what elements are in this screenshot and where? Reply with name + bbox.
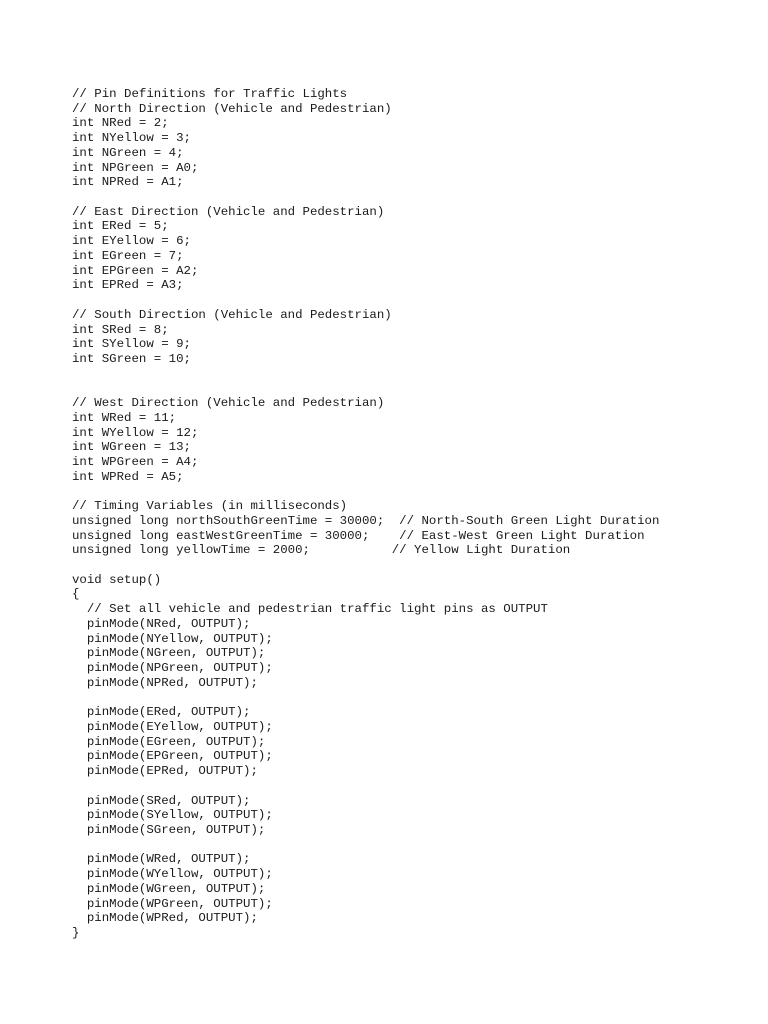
code-line: pinMode(SGreen, OUTPUT); (72, 822, 266, 837)
code-line: int ERed = 5; (72, 219, 169, 234)
code-line: // South Direction (Vehicle and Pedestrian) (72, 307, 392, 322)
code-line: // West Direction (Vehicle and Pedestrian) (72, 396, 385, 411)
code-line: int NPGreen = A0; (72, 160, 199, 175)
code-line: int NYellow = 3; (72, 131, 191, 146)
code-line: pinMode(WRed, OUTPUT); (72, 852, 251, 867)
code-line: // North Direction (Vehicle and Pedestrian) (72, 101, 392, 116)
code-line: int NPRed = A1; (72, 175, 184, 190)
code-line: pinMode(EPGreen, OUTPUT); (72, 749, 273, 764)
code-line (72, 690, 752, 705)
code-line (72, 293, 752, 308)
code-line: int SYellow = 9; (72, 337, 191, 352)
code-line: pinMode(WPRed, OUTPUT); (72, 911, 258, 926)
code-line: pinMode(NGreen, OUTPUT); (72, 646, 266, 661)
code-line (72, 367, 752, 382)
code-line: } (72, 925, 80, 940)
code-line: pinMode(ERed, OUTPUT); (72, 705, 251, 720)
code-line: // Pin Definitions for Traffic Lights (72, 87, 348, 101)
code-line: pinMode(EPRed, OUTPUT); (72, 764, 258, 779)
code-line: int EPGreen = A2; (72, 263, 199, 278)
code-line (72, 190, 752, 205)
code-line: pinMode(NPRed, OUTPUT); (72, 675, 258, 690)
code-line: unsigned long yellowTime = 2000; // Yellow Light Duration (72, 543, 571, 558)
code-line: int NGreen = 4; (72, 145, 184, 160)
code-line: unsigned long eastWestGreenTime = 30000; // East-West Green Light Duration (72, 528, 645, 543)
code-line: pinMode(WYellow, OUTPUT); (72, 867, 273, 882)
code-line: int WGreen = 13; (72, 440, 191, 455)
code-line: pinMode(NRed, OUTPUT); (72, 616, 251, 631)
code-line: pinMode(EYellow, OUTPUT); (72, 719, 273, 734)
code-block (72, 87, 752, 941)
code-line: pinMode(SYellow, OUTPUT); (72, 808, 273, 823)
code-line: pinMode(NPGreen, OUTPUT); (72, 661, 273, 676)
code-line: // Set all vehicle and pedestrian traffic light pins as OUTPUT (72, 602, 548, 617)
code-line: { (72, 587, 80, 602)
code-line: int NRed = 2; (72, 116, 169, 131)
code-line (72, 779, 752, 794)
code-line: int SRed = 8; (72, 322, 169, 337)
code-line: pinMode(NYellow, OUTPUT); (72, 631, 273, 646)
code-line: pinMode(EGreen, OUTPUT); (72, 734, 266, 749)
code-line: pinMode(WGreen, OUTPUT); (72, 881, 266, 896)
code-line: int WPGreen = A4; (72, 454, 199, 469)
code-line: // Timing Variables (in milliseconds) (72, 499, 348, 514)
code-line: int WRed = 11; (72, 410, 177, 425)
code-line: int EPRed = A3; (72, 278, 184, 293)
code-line: int WPRed = A5; (72, 469, 184, 484)
code-line (72, 558, 752, 573)
code-line (72, 484, 752, 499)
code-line: int EYellow = 6; (72, 234, 191, 249)
code-line: pinMode(WPGreen, OUTPUT); (72, 896, 273, 911)
code-line: int SGreen = 10; (72, 351, 191, 366)
code-line: // East Direction (Vehicle and Pedestrian) (72, 204, 385, 219)
code-line: pinMode(SRed, OUTPUT); (72, 793, 251, 808)
code-line: int WYellow = 12; (72, 425, 199, 440)
code-line (72, 838, 752, 853)
code-line: unsigned long northSouthGreenTime = 30000; // North-South Green Light Duration (72, 513, 660, 528)
code-line (72, 381, 752, 396)
code-line: int EGreen = 7; (72, 248, 184, 263)
code-line: void setup() (72, 572, 162, 587)
